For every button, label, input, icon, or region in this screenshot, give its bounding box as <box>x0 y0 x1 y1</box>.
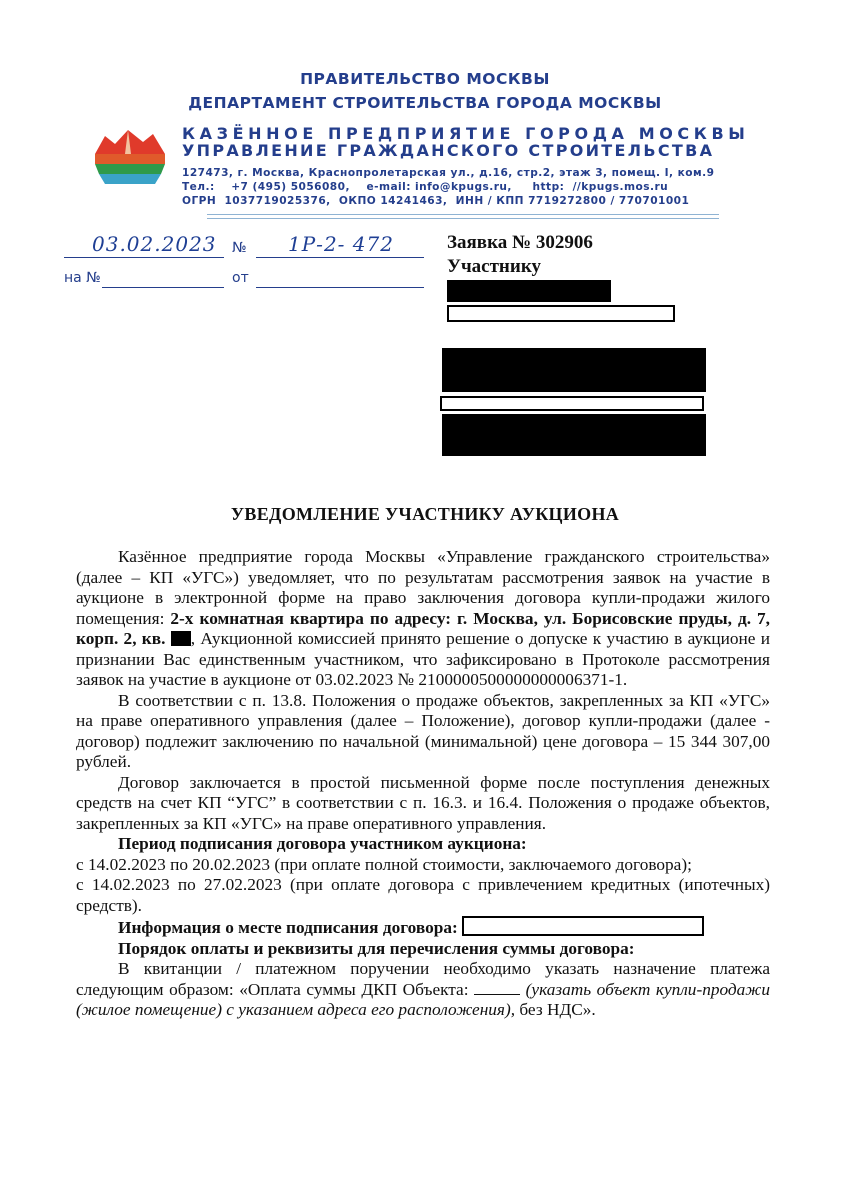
document-body <box>76 547 770 1021</box>
p1-text-a: Казённое предприятие города Москвы «Управление гражданского строительства» (далее – КП «УГС») уведомляет, что по результатам рассмотрения заявок на участие в аукционе в электронной форме на право заключения договора купли-продажи жилого помещения: <box>76 547 770 628</box>
org-contacts: Тел.: +7 (495) 5056080, e-mail: info@kpugs.ru, http: //kpugs.mos.ru <box>182 181 669 193</box>
period-heading: Период подписания договора участником аукциона: <box>118 834 527 853</box>
org-identifiers: ОГРН 1037719025376, ОКПО 14241463, ИНН / КПП 7719272800 / 770701001 <box>182 195 690 207</box>
org-name-line2: УПРАВЛЕНИЕ ГРАЖДАНСКОГО СТРОИТЕЛЬСТВА <box>182 141 715 160</box>
payment-blank <box>474 982 520 995</box>
application-number: Заявка № 302906 <box>447 232 593 253</box>
period-mortgage: с 14.02.2023 по 27.02.2023 (при оплате договора с привлечением кредитных (ипотечных) средств). <box>76 875 770 915</box>
reference-from-label: от <box>232 270 249 286</box>
redacted-email <box>447 305 675 322</box>
paragraph-1 <box>76 547 770 691</box>
reference-label: на № <box>64 270 101 286</box>
redacted-postal-address-2 <box>442 414 706 456</box>
date-line <box>64 257 224 258</box>
number-label: № <box>232 240 247 256</box>
number-line <box>256 257 424 258</box>
redacted-apartment-number <box>171 631 191 646</box>
signing-place-heading: Информация о месте подписания договора: <box>118 918 458 937</box>
p1-text-b: , Аукционной комиссией принято решение о допуске к участию в аукционе и признании Вас единственным участником, что зафиксировано в Протоколе рассмотрения заявок на участие в аукционе от 03.02.2023 № 2100000500000000006371-1. <box>76 629 770 689</box>
redacted-address-line <box>440 396 704 411</box>
redacted-participant-name <box>447 280 611 302</box>
registration-date: 03.02.2023 <box>92 232 217 256</box>
payment-heading: Порядок оплаты и реквизиты для перечисления суммы договора: <box>118 938 635 958</box>
period-full-payment: с 14.02.2023 по 20.02.2023 (при оплате полной стоимости, заключаемого договора); <box>76 854 692 874</box>
signing-place-line <box>76 916 770 939</box>
org-address: 127473, г. Москва, Краснопролетарская ул., д.16, стр.2, этаж 3, помещ. I, ком.9 <box>182 167 715 179</box>
paragraph-2: В соответствии с п. 13.8. Положения о продаже объектов, закрепленных за КП «УГС» на праве оперативного управления (далее – Положение), договор купли-продажи (далее - договор) подлежит заключению по начальной (минимальной) цене договора – 15 344 307,00 рублей. <box>76 690 770 771</box>
addressee-label: Участнику <box>447 256 541 277</box>
payment-instructions <box>76 959 770 1021</box>
org-name-line1: КАЗЁННОЕ ПРЕДПРИЯТИЕ ГОРОДА МОСКВЫ <box>182 124 750 143</box>
payment-italic-note: (указать объект купли-продажи (жилое помещение) с указанием адреса его расположения), <box>76 979 770 1019</box>
registration-number: 1Р-2- 472 <box>288 232 394 256</box>
p1-property-address: 2-х комнатная квартира по адресу: г. Москва, ул. Борисовские пруды, д. 7, корп. 2, кв. <box>76 608 770 648</box>
government-name: ПРАВИТЕЛЬСТВО МОСКВЫ <box>300 70 550 88</box>
payment-text-b: без НДС». <box>515 1000 596 1019</box>
department-name: ДЕПАРТАМЕНТ СТРОИТЕЛЬСТВА ГОРОДА МОСКВЫ <box>188 94 662 112</box>
redacted-postal-address <box>442 348 706 392</box>
document-title: УВЕДОМЛЕНИЕ УЧАСТНИКУ АУКЦИОНА <box>230 504 620 524</box>
paragraph-3: Договор заключается в простой письменной форме после поступления денежных средств на счет КП “УГС” в соответствии с п. 16.3. и 16.4. Положения о продаже объектов, закрепленных за КП «УГС» на праве оперативного управления. <box>76 772 770 833</box>
redacted-signing-place <box>462 916 704 936</box>
payment-text-a: В квитанции / платежном поручении необходимо указать назначение платежа следующим образом: «Оплата суммы ДКП Объекта: <box>76 959 770 999</box>
reference-line <box>102 287 224 288</box>
letterhead-divider-secondary <box>207 218 719 219</box>
letterhead-divider <box>207 214 719 215</box>
reference-from-line <box>256 287 424 288</box>
kp-ugs-logo-icon <box>95 130 165 184</box>
